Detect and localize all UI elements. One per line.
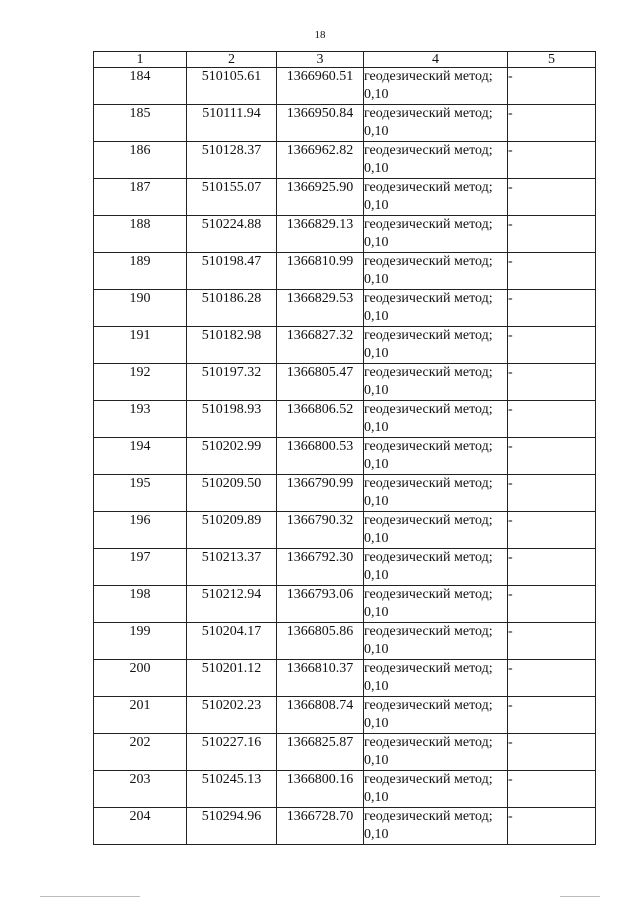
x-coordinate-cell: 510209.50 (187, 475, 277, 512)
header-col-3: 3 (277, 52, 364, 68)
table-row (94, 179, 596, 216)
y-coordinate-cell: 1366962.82 (277, 142, 364, 179)
note-cell: - (508, 253, 596, 290)
method-accuracy-cell: геодезический метод; 0,10 (364, 660, 508, 697)
table-row (94, 105, 596, 142)
y-coordinate-cell: 1366805.47 (277, 364, 364, 401)
point-number-cell: 204 (94, 808, 187, 845)
header-col-4: 4 (364, 52, 508, 68)
point-number-cell: 190 (94, 290, 187, 327)
note-cell: - (508, 549, 596, 586)
x-coordinate-cell: 510209.89 (187, 512, 277, 549)
point-number-cell: 192 (94, 364, 187, 401)
y-coordinate-cell: 1366829.13 (277, 216, 364, 253)
point-number-cell: 200 (94, 660, 187, 697)
scan-artifact-line (560, 896, 600, 897)
y-coordinate-cell: 1366925.90 (277, 179, 364, 216)
x-coordinate-cell: 510294.96 (187, 808, 277, 845)
point-number-cell: 196 (94, 512, 187, 549)
method-accuracy-cell: геодезический метод; 0,10 (364, 734, 508, 771)
table-row (94, 697, 596, 734)
y-coordinate-cell: 1366800.53 (277, 438, 364, 475)
x-coordinate-cell: 510202.99 (187, 438, 277, 475)
point-number-cell: 188 (94, 216, 187, 253)
note-cell: - (508, 475, 596, 512)
method-accuracy-cell: геодезический метод; 0,10 (364, 586, 508, 623)
method-accuracy-cell: геодезический метод; 0,10 (364, 438, 508, 475)
note-cell: - (508, 216, 596, 253)
table-row (94, 327, 596, 364)
header-col-1: 1 (94, 52, 187, 68)
note-cell: - (508, 68, 596, 105)
x-coordinate-cell: 510182.98 (187, 327, 277, 364)
table-row (94, 586, 596, 623)
note-cell: - (508, 290, 596, 327)
y-coordinate-cell: 1366790.99 (277, 475, 364, 512)
table-row (94, 401, 596, 438)
table-row (94, 475, 596, 512)
table-row (94, 623, 596, 660)
point-number-cell: 187 (94, 179, 187, 216)
note-cell: - (508, 623, 596, 660)
table-row (94, 734, 596, 771)
note-cell: - (508, 660, 596, 697)
x-coordinate-cell: 510224.88 (187, 216, 277, 253)
table-row (94, 364, 596, 401)
x-coordinate-cell: 510212.94 (187, 586, 277, 623)
x-coordinate-cell: 510227.16 (187, 734, 277, 771)
y-coordinate-cell: 1366829.53 (277, 290, 364, 327)
method-accuracy-cell: геодезический метод; 0,10 (364, 549, 508, 586)
method-accuracy-cell: геодезический метод; 0,10 (364, 327, 508, 364)
point-number-cell: 201 (94, 697, 187, 734)
y-coordinate-cell: 1366810.99 (277, 253, 364, 290)
method-accuracy-cell: геодезический метод; 0,10 (364, 771, 508, 808)
y-coordinate-cell: 1366827.32 (277, 327, 364, 364)
table-row (94, 660, 596, 697)
method-accuracy-cell: геодезический метод; 0,10 (364, 68, 508, 105)
y-coordinate-cell: 1366793.06 (277, 586, 364, 623)
method-accuracy-cell: геодезический метод; 0,10 (364, 179, 508, 216)
y-coordinate-cell: 1366960.51 (277, 68, 364, 105)
y-coordinate-cell: 1366806.52 (277, 401, 364, 438)
note-cell: - (508, 438, 596, 475)
x-coordinate-cell: 510204.17 (187, 623, 277, 660)
page-number: 18 (314, 29, 326, 41)
header-col-5: 5 (508, 52, 596, 68)
table-row (94, 142, 596, 179)
y-coordinate-cell: 1366728.70 (277, 808, 364, 845)
x-coordinate-cell: 510197.32 (187, 364, 277, 401)
header-row (94, 52, 596, 68)
note-cell: - (508, 364, 596, 401)
method-accuracy-cell: геодезический метод; 0,10 (364, 475, 508, 512)
table-row (94, 512, 596, 549)
x-coordinate-cell: 510198.93 (187, 401, 277, 438)
header-col-2: 2 (187, 52, 277, 68)
table-row (94, 438, 596, 475)
x-coordinate-cell: 510128.37 (187, 142, 277, 179)
point-number-cell: 193 (94, 401, 187, 438)
table-row (94, 253, 596, 290)
table-body (94, 68, 596, 845)
table-row (94, 290, 596, 327)
y-coordinate-cell: 1366810.37 (277, 660, 364, 697)
y-coordinate-cell: 1366790.32 (277, 512, 364, 549)
note-cell: - (508, 179, 596, 216)
point-number-cell: 197 (94, 549, 187, 586)
method-accuracy-cell: геодезический метод; 0,10 (364, 364, 508, 401)
method-accuracy-cell: геодезический метод; 0,10 (364, 253, 508, 290)
x-coordinate-cell: 510155.07 (187, 179, 277, 216)
method-accuracy-cell: геодезический метод; 0,10 (364, 401, 508, 438)
x-coordinate-cell: 510213.37 (187, 549, 277, 586)
y-coordinate-cell: 1366950.84 (277, 105, 364, 142)
point-number-cell: 194 (94, 438, 187, 475)
note-cell: - (508, 734, 596, 771)
note-cell: - (508, 512, 596, 549)
point-number-cell: 189 (94, 253, 187, 290)
table-row (94, 549, 596, 586)
method-accuracy-cell: геодезический метод; 0,10 (364, 105, 508, 142)
note-cell: - (508, 401, 596, 438)
point-number-cell: 198 (94, 586, 187, 623)
y-coordinate-cell: 1366808.74 (277, 697, 364, 734)
method-accuracy-cell: геодезический метод; 0,10 (364, 216, 508, 253)
coordinates-table (93, 51, 596, 845)
table-header (94, 52, 596, 68)
note-cell: - (508, 586, 596, 623)
point-number-cell: 191 (94, 327, 187, 364)
point-number-cell: 195 (94, 475, 187, 512)
note-cell: - (508, 142, 596, 179)
method-accuracy-cell: геодезический метод; 0,10 (364, 623, 508, 660)
table-row (94, 68, 596, 105)
y-coordinate-cell: 1366825.87 (277, 734, 364, 771)
table-row (94, 771, 596, 808)
point-number-cell: 202 (94, 734, 187, 771)
y-coordinate-cell: 1366792.30 (277, 549, 364, 586)
note-cell: - (508, 808, 596, 845)
point-number-cell: 199 (94, 623, 187, 660)
x-coordinate-cell: 510186.28 (187, 290, 277, 327)
point-number-cell: 186 (94, 142, 187, 179)
x-coordinate-cell: 510245.13 (187, 771, 277, 808)
method-accuracy-cell: геодезический метод; 0,10 (364, 808, 508, 845)
point-number-cell: 185 (94, 105, 187, 142)
x-coordinate-cell: 510201.12 (187, 660, 277, 697)
note-cell: - (508, 697, 596, 734)
method-accuracy-cell: геодезический метод; 0,10 (364, 290, 508, 327)
scan-artifact-line (40, 896, 140, 897)
point-number-cell: 203 (94, 771, 187, 808)
x-coordinate-cell: 510198.47 (187, 253, 277, 290)
y-coordinate-cell: 1366805.86 (277, 623, 364, 660)
point-number-cell: 184 (94, 68, 187, 105)
x-coordinate-cell: 510202.23 (187, 697, 277, 734)
x-coordinate-cell: 510105.61 (187, 68, 277, 105)
x-coordinate-cell: 510111.94 (187, 105, 277, 142)
note-cell: - (508, 771, 596, 808)
note-cell: - (508, 327, 596, 364)
y-coordinate-cell: 1366800.16 (277, 771, 364, 808)
method-accuracy-cell: геодезический метод; 0,10 (364, 697, 508, 734)
method-accuracy-cell: геодезический метод; 0,10 (364, 142, 508, 179)
table-row (94, 216, 596, 253)
table-row (94, 808, 596, 845)
note-cell: - (508, 105, 596, 142)
method-accuracy-cell: геодезический метод; 0,10 (364, 512, 508, 549)
